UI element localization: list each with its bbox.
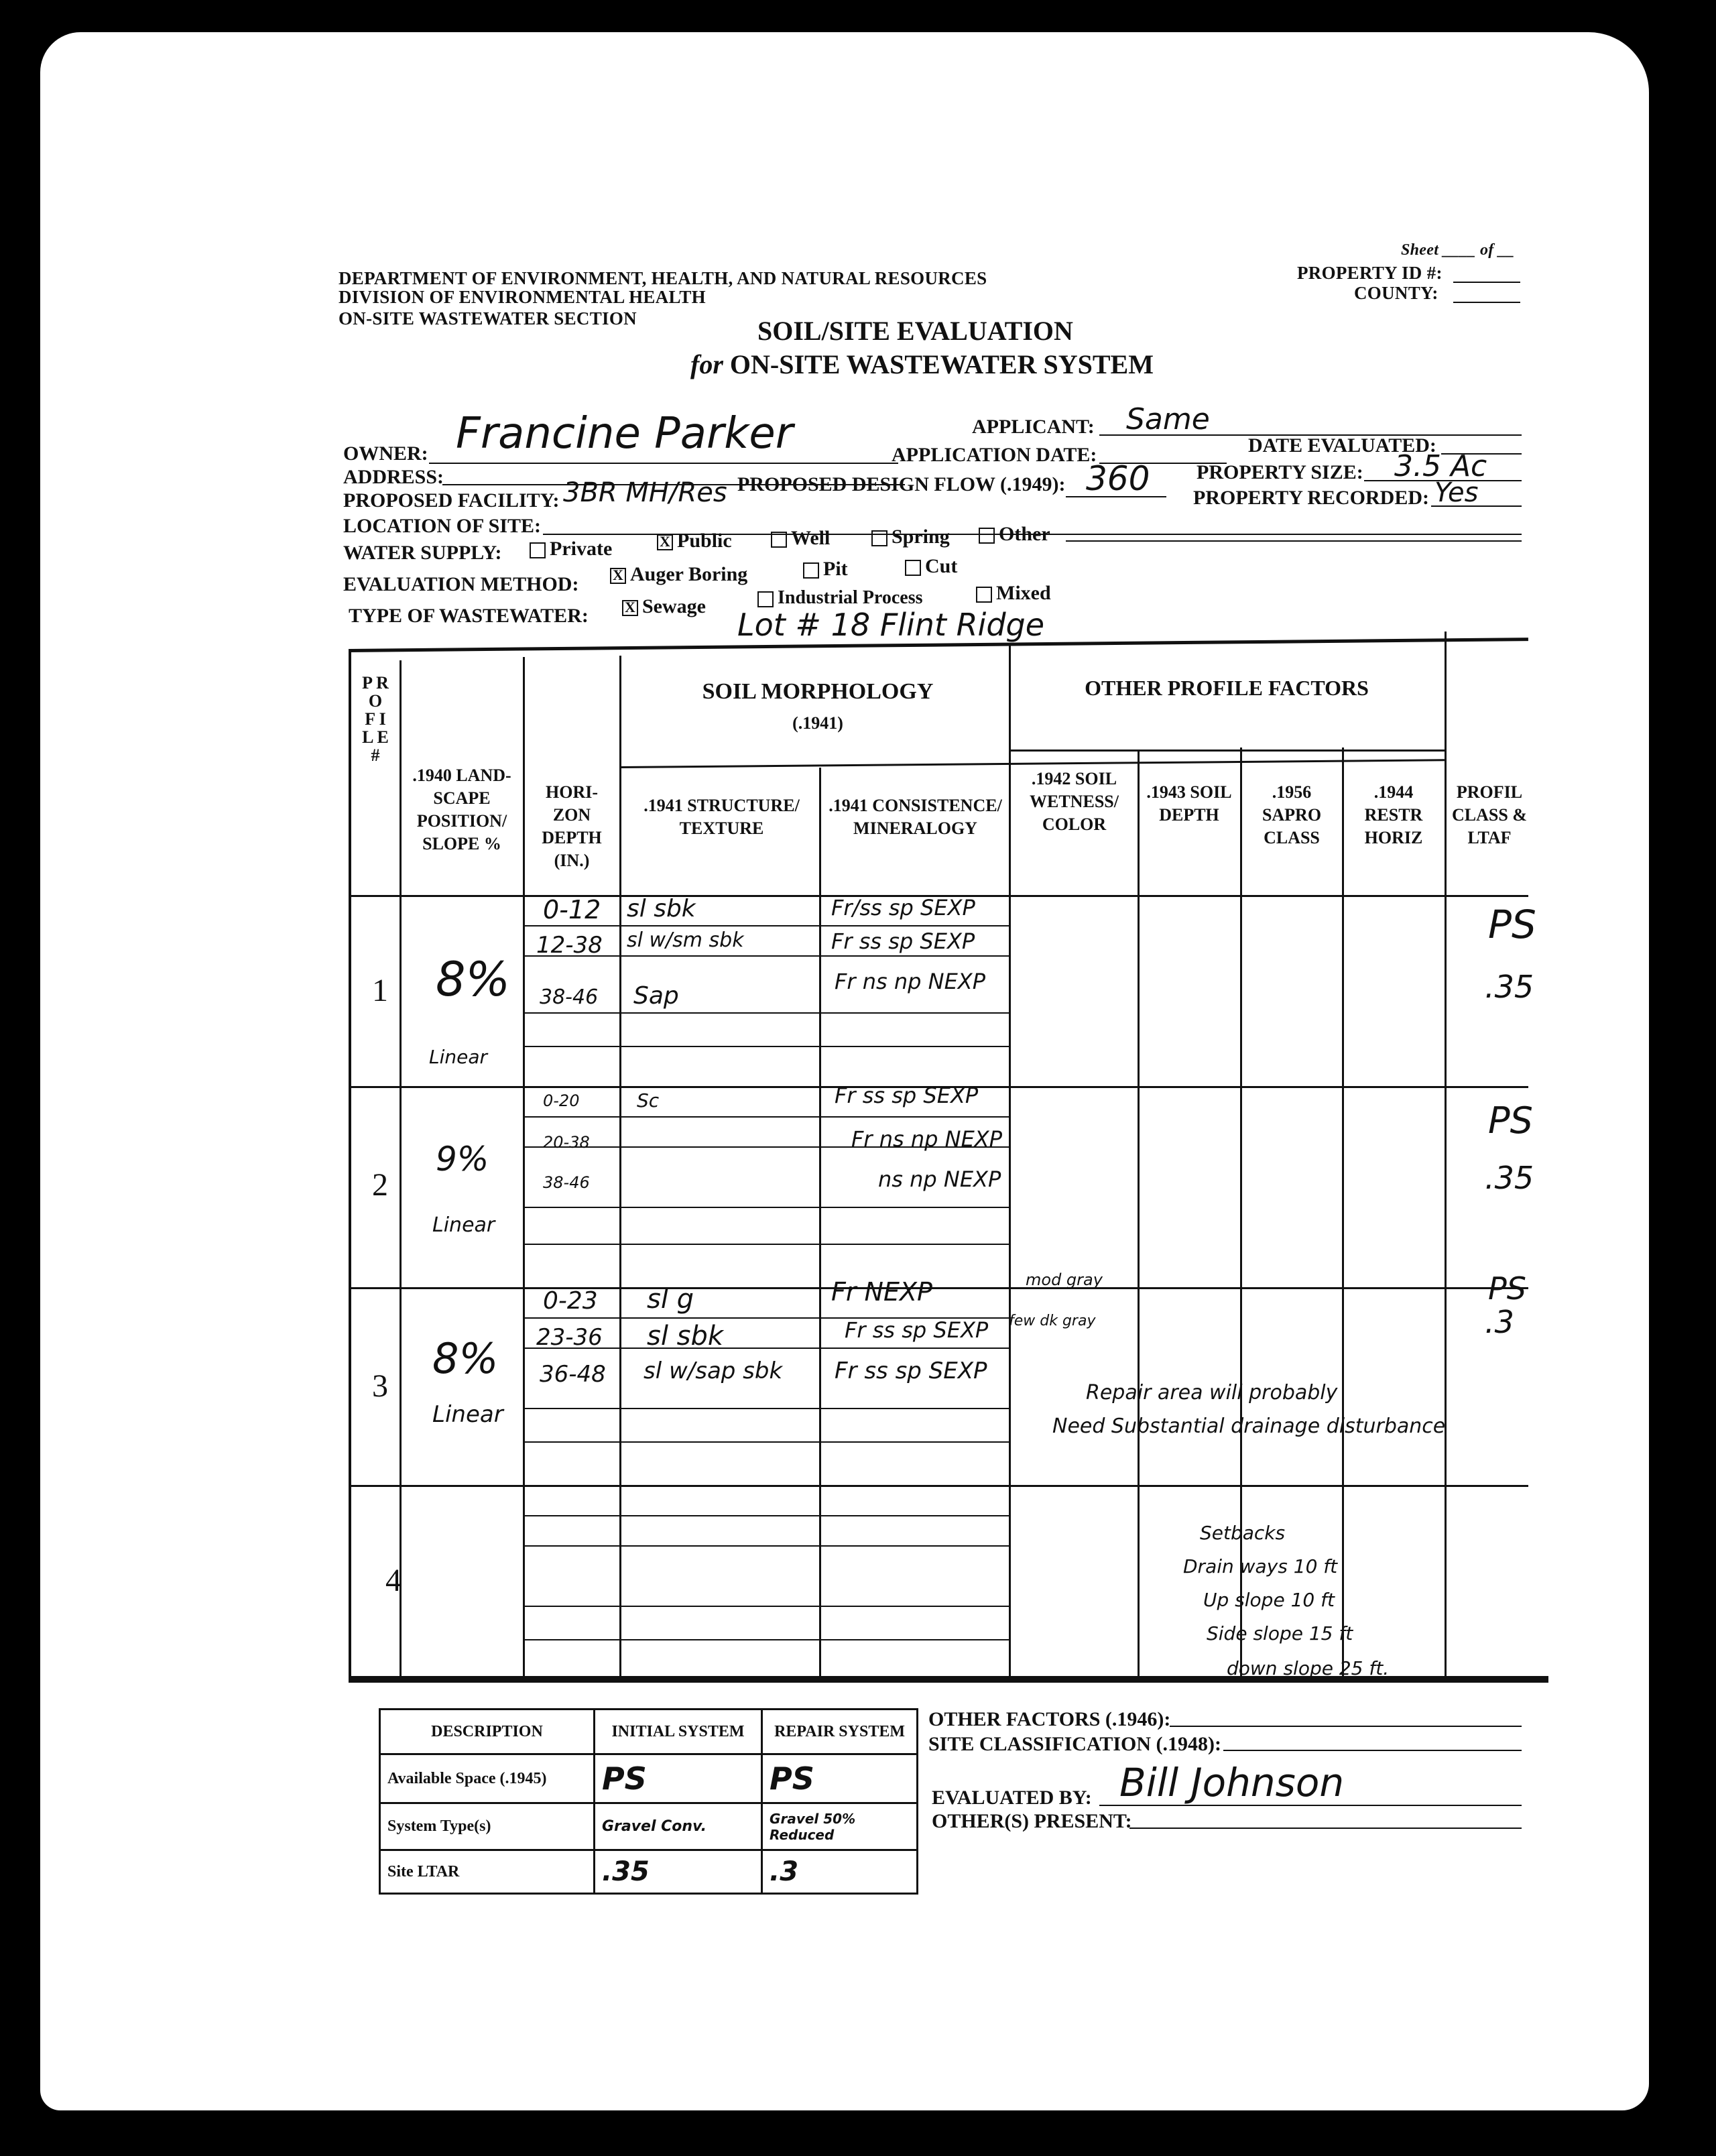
water-supply-public[interactable]: X Public [657, 530, 732, 552]
other-factors-header: OTHER PROFILE FACTORS [1085, 676, 1369, 700]
evaluation-cut[interactable]: Cut [905, 555, 957, 578]
wastewater-sewage[interactable]: X Sewage [622, 595, 706, 618]
owner-label: OWNER: [343, 442, 428, 465]
consistence-mineralogy[interactable]: Fr ss sp SEXP [835, 1358, 987, 1384]
sapro-header: .1956 SAPRO CLASS [1262, 782, 1322, 847]
horizon-depth[interactable]: 23-36 [536, 1324, 603, 1351]
profile-position[interactable]: Linear [432, 1401, 503, 1428]
setbacks-line-3[interactable]: Up slope 10 ft [1203, 1589, 1335, 1611]
initial-system-header: INITIAL SYSTEM [594, 1710, 761, 1754]
property-size-value[interactable]: 3.5 Ac [1394, 449, 1487, 483]
dept-line-2: DIVISION OF ENVIRONMENTAL HEALTH [339, 287, 706, 307]
property-recorded-label: PROPERTY RECORDED: [1193, 487, 1430, 509]
water-supply-other[interactable]: Other [979, 523, 1050, 546]
other-factors-label: OTHER FACTORS (.1946): [928, 1708, 1171, 1730]
sheet-label: Sheet ____ of __ [1401, 241, 1515, 259]
consistence-mineralogy[interactable]: Fr NEXP [831, 1277, 932, 1307]
consistence-mineralogy[interactable]: Fr ns np NEXP [835, 969, 985, 994]
address-label: ADDRESS: [343, 466, 444, 488]
setbacks-line-4[interactable]: Side slope 15 ft [1207, 1622, 1353, 1644]
consistence-mineralogy[interactable]: Fr ss sp SEXP [845, 1317, 989, 1343]
proposed-facility-label: PROPOSED FACILITY: [343, 489, 560, 512]
water-supply-well[interactable]: Well [771, 527, 830, 550]
form-title: SOIL/SITE EVALUATION [757, 316, 1073, 346]
checkbox-checked-icon: X [657, 534, 673, 550]
structure-texture[interactable]: sl w/sm sbk [627, 929, 744, 952]
applicant-label: APPLICANT: [972, 416, 1095, 438]
wastewater-industrial[interactable]: Industrial Process [757, 587, 923, 609]
profile-ltar[interactable]: .3 [1485, 1304, 1514, 1340]
evaluated-by-value[interactable]: Bill Johnson [1119, 1760, 1345, 1805]
checkbox-checked-icon: X [622, 600, 638, 616]
setbacks-line-5[interactable]: down slope 25 ft. [1227, 1657, 1390, 1679]
summary-repair-value[interactable]: Gravel 50% Reduced [762, 1803, 918, 1850]
summary-row-label: System Type(s) [380, 1803, 595, 1850]
structure-texture[interactable]: sl sbk [627, 895, 696, 922]
profile-slope[interactable]: 9% [436, 1140, 489, 1179]
consistence-mineralogy[interactable]: Fr ns np NEXP [851, 1126, 1002, 1152]
checkbox-icon [757, 591, 774, 607]
dept-line-1: DEPARTMENT OF ENVIRONMENT, HEALTH, AND NATURAL RESOURCES [339, 268, 987, 288]
profile-class[interactable]: PS [1488, 902, 1536, 947]
system-summary-table [379, 1708, 918, 1895]
structure-texture[interactable]: Sap [633, 982, 679, 1010]
horizon-header: HORI- ZON DEPTH (IN.) [542, 782, 602, 870]
wetness-note[interactable]: mod gray [1026, 1270, 1103, 1289]
summary-row-label: Site LTAR [380, 1850, 595, 1894]
evaluation-pit[interactable]: Pit [803, 558, 848, 581]
profile-number: 2 [372, 1167, 388, 1203]
profile-ltar[interactable]: .35 [1485, 969, 1534, 1005]
horizon-depth[interactable]: 0-12 [543, 895, 601, 924]
water-supply-label: WATER SUPPLY: [343, 542, 502, 564]
horizon-depth[interactable]: 12-38 [536, 932, 603, 959]
evaluation-method-label: EVALUATION METHOD: [343, 573, 579, 595]
profile-position[interactable]: Linear [432, 1213, 495, 1237]
profile-number: 1 [372, 973, 388, 1008]
evaluated-by-label: EVALUATED BY: [932, 1787, 1092, 1809]
checkbox-icon [871, 530, 887, 546]
summary-repair-value[interactable]: .3 [762, 1850, 918, 1894]
county-label: COUNTY: [1354, 283, 1438, 303]
wetness-note[interactable]: few dk gray [1009, 1313, 1096, 1329]
application-date-label: APPLICATION DATE: [892, 444, 1097, 466]
profile-ltar[interactable]: .35 [1485, 1160, 1534, 1196]
consistence-mineralogy[interactable]: ns np NEXP [878, 1166, 1001, 1192]
checkbox-checked-icon: X [610, 568, 626, 584]
structure-texture[interactable]: sl sbk [647, 1321, 724, 1352]
wastewater-label: TYPE OF WASTEWATER: [349, 605, 589, 627]
profile-position[interactable]: Linear [429, 1046, 488, 1068]
structure-header: .1941 STRUCTURE/ TEXTURE [644, 796, 800, 838]
profile-slope[interactable]: 8% [436, 952, 511, 1007]
structure-texture[interactable]: Sc [637, 1089, 660, 1112]
summary-repair-value[interactable]: PS [762, 1754, 918, 1803]
structure-texture[interactable]: sl g [647, 1284, 694, 1315]
profile-class-header: PROFIL CLASS & LTAF [1452, 782, 1527, 847]
checkbox-icon [905, 560, 921, 576]
date-evaluated-label: DATE EVALUATED: [1248, 434, 1436, 457]
checkbox-icon [979, 528, 995, 544]
horizon-depth[interactable]: 38-46 [540, 985, 599, 1009]
setbacks-line-2[interactable]: Drain ways 10 ft [1183, 1555, 1338, 1577]
profile-class[interactable]: PS [1488, 1270, 1526, 1307]
profile-number: 4 [385, 1563, 402, 1598]
wastewater-mixed[interactable]: Mixed [976, 582, 1051, 605]
checkbox-icon [803, 562, 819, 579]
consistence-mineralogy[interactable]: Fr/ss sp SEXP [831, 895, 975, 920]
consistence-mineralogy[interactable]: Fr ss sp SEXP [835, 1083, 979, 1108]
repair-note-line-2[interactable]: Need Substantial drainage disturbance [1052, 1415, 1446, 1438]
summary-initial-value[interactable]: PS [594, 1754, 761, 1803]
proposed-facility-value[interactable]: 3BR MH/Res [563, 477, 727, 508]
horizon-depth[interactable]: 36-48 [540, 1361, 606, 1388]
landscape-header: .1940 LAND- SCAPE POSITION/ SLOPE % [412, 766, 511, 853]
wetness-header: .1942 SOIL WETNESS/ COLOR [1030, 769, 1119, 834]
soil-morphology-code: (.1941) [792, 713, 843, 733]
profile-class[interactable]: PS [1488, 1099, 1533, 1142]
repair-system-header: REPAIR SYSTEM [762, 1710, 918, 1754]
consistence-header: .1941 CONSISTENCE/ MINERALOGY [829, 796, 1002, 838]
design-flow-label: PROPOSED DESIGN FLOW (.1949): [737, 473, 1066, 495]
others-present-label: OTHER(S) PRESENT: [932, 1810, 1132, 1832]
dept-line-3: ON-SITE WASTEWATER SECTION [339, 308, 637, 328]
applicant-value[interactable]: Same [1126, 402, 1210, 436]
evaluation-auger-boring[interactable]: X Auger Boring [610, 563, 747, 586]
location-value[interactable]: Lot # 18 Flint Ridge [737, 607, 1045, 643]
structure-texture[interactable]: sl w/sap sbk [644, 1358, 783, 1384]
form-subtitle: for ON-SITE WASTEWATER SYSTEM [690, 349, 1154, 379]
water-supply-private[interactable]: Private [530, 538, 612, 560]
repair-note-line-1[interactable]: Repair area will probably [1086, 1381, 1338, 1404]
profile-slope[interactable]: 8% [432, 1334, 499, 1383]
water-supply-spring[interactable]: Spring [871, 526, 950, 548]
horizon-depth[interactable]: 38-46 [543, 1173, 590, 1192]
profile-header: P R O F I L E # [362, 673, 389, 765]
property-id-label: PROPERTY ID #: [1297, 263, 1443, 283]
owner-value[interactable]: Francine Parker [456, 409, 794, 459]
summary-initial-value[interactable]: .35 [594, 1850, 761, 1894]
description-header: DESCRIPTION [380, 1710, 595, 1754]
soil-depth-header: .1943 SOIL DEPTH [1146, 782, 1232, 825]
horizon-depth[interactable]: 0-20 [543, 1091, 580, 1110]
soil-morphology-header: SOIL MORPHOLOGY [702, 679, 934, 704]
design-flow-value[interactable]: 360 [1086, 459, 1150, 498]
site-classification-label: SITE CLASSIFICATION (.1948): [928, 1733, 1222, 1755]
summary-initial-value[interactable]: Gravel Conv. [594, 1803, 761, 1850]
checkbox-icon [530, 542, 546, 558]
restr-header: .1944 RESTR HORIZ [1364, 782, 1423, 847]
checkbox-icon [771, 532, 787, 548]
summary-row-label: Available Space (.1945) [380, 1754, 595, 1803]
property-recorded-value[interactable]: Yes [1434, 477, 1479, 508]
property-size-label: PROPERTY SIZE: [1197, 461, 1363, 483]
profile-number: 3 [372, 1368, 388, 1404]
location-label: LOCATION OF SITE: [343, 515, 542, 537]
setbacks-line-1[interactable]: Setbacks [1200, 1522, 1286, 1544]
horizon-depth[interactable]: 20-38 [543, 1133, 590, 1152]
checkbox-icon [976, 587, 992, 603]
horizon-depth[interactable]: 0-23 [543, 1287, 598, 1315]
consistence-mineralogy[interactable]: Fr ss sp SEXP [831, 929, 975, 954]
